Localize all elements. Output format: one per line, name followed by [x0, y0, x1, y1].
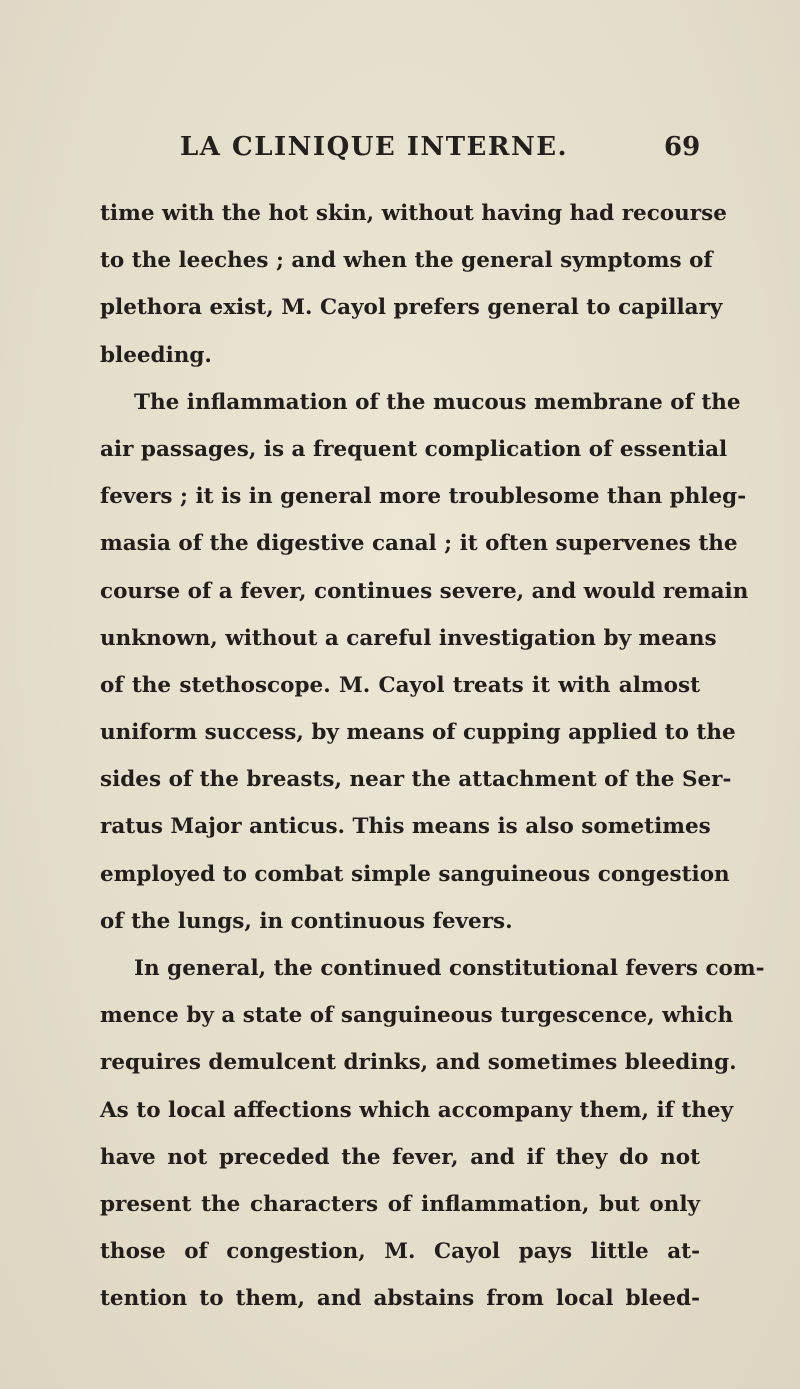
text-line: In general, the continued constitutional fevers com- [134, 956, 765, 981]
text-line: As to local affections which accompany them, if they [100, 1097, 734, 1123]
text-line: unknown, without a careful investigation by means [100, 625, 717, 651]
body-text [100, 190, 765, 1323]
text-line: plethora exist, M. Cayol prefers general to capillary [100, 295, 723, 321]
page-header [0, 132, 800, 176]
page-number: 69 [664, 132, 701, 162]
text-line: those of congestion, M. Cayol pays little at- [100, 1239, 700, 1265]
running-title: LA CLINIQUE INTERNE. [180, 132, 569, 162]
text-line: of the stethoscope. M. Cayol treats it with almost [100, 672, 700, 698]
text-line: bleeding. [100, 342, 212, 368]
text-line: mence by a state of sanguineous turgescence, which [100, 1003, 734, 1029]
text-line: course of a fever, continues severe, and would remain [100, 578, 749, 604]
text-line: time with the hot skin, without having had recourse [100, 201, 727, 226]
text-line: ratus Major anticus. This means is also sometimes [100, 814, 711, 840]
text-line: air passages, is a frequent complication of essential [100, 436, 728, 462]
text-line: requires demulcent drinks, and sometimes bleeding. [100, 1050, 737, 1076]
text-line: fevers ; it is in general more troublesome than phleg- [100, 484, 747, 510]
text-line: have not preceded the fever, and if they do not [100, 1144, 700, 1170]
text-line: sides of the breasts, near the attachment of the Ser- [100, 767, 732, 793]
text-line: uniform success, by means of cupping applied to the [100, 720, 736, 746]
text-line: The inflammation of the mucous membrane of the [134, 389, 741, 415]
text-line: of the lungs, in continuous fevers. [100, 908, 513, 934]
text-line: to the leeches ; and when the general symptoms of [100, 248, 713, 274]
text-line: employed to combat simple sanguineous congestion [100, 861, 730, 887]
text-line: masia of the digestive canal ; it often supervenes the [100, 531, 738, 557]
text-line: present the characters of inflammation, but only [100, 1191, 700, 1217]
text-line: tention to them, and abstains from local bleed- [100, 1286, 700, 1312]
